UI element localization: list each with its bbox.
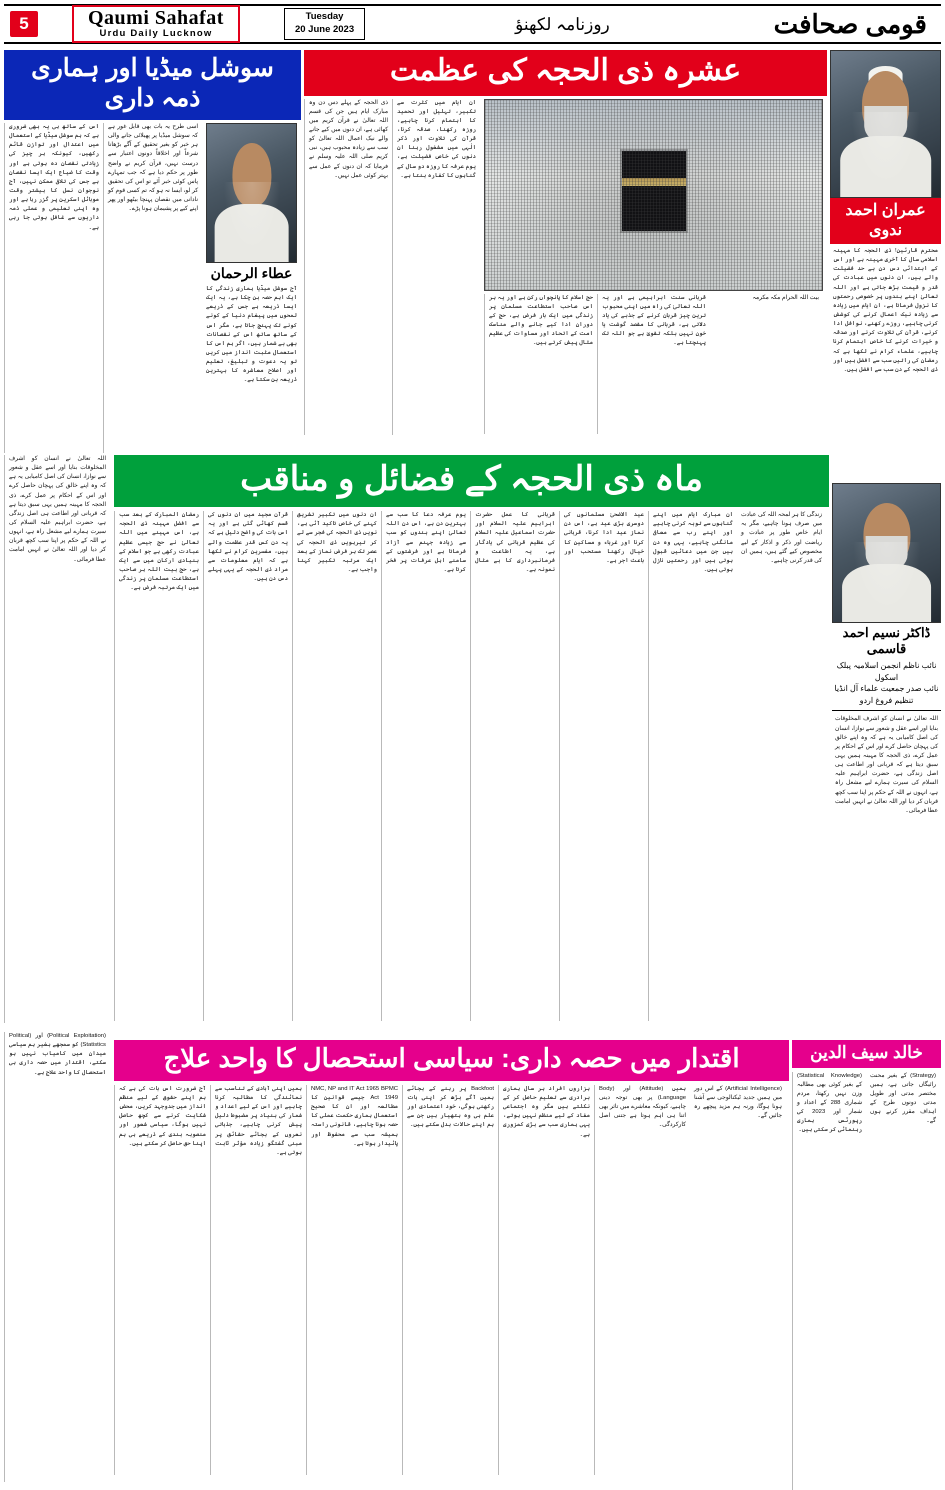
columnist-naseem-sub2: نائب صدر جمعیت علماء آل انڈیا تنظیم فروغ اردو [834, 684, 939, 705]
article-iqtidar-author-block [792, 1040, 941, 1480]
article-iqtidar-col-0: آج ضرورت اس بات کی ہے کہ ہم اپنے حقوق کے لیے منظم انداز میں جدوجہد کریں، محض شکایت کرنے سے کچھ حاصل نہیں ہوگا، سیاسی شعور اور منصوبہ بندی کے ذریعے ہی ہم اپنا حق حاصل کر سکتے ہیں۔ [114, 1085, 210, 1475]
article-fazail-zilhijja [114, 455, 829, 1021]
top-band [4, 50, 941, 448]
columnist-imran-text: محترم قارئین! ذی الحجہ کا مہینہ اسلامی سال کا آخری مہینہ ہے اور اس کے ابتدائی دس دن بے حد فضیلت والے ہیں، ان دنوں میں عبادت کی قدر و قیمت بڑھ جاتی ہے اور اللہ تعالیٰ اپنے بندوں پر خصوصی رحمتوں کا نزول فرماتا ہے، ان ایام میں زیادہ سے زیادہ نیک اعمال کرنے کی کوشش کرنی چاہیے، روزے رکھنے، نوافل ادا کرنے، قرآن کی تلاوت کرنے اور صدقہ و خیرات کرنے کا خاص اہتمام کرنا چاہیے، علماء کرام نے لکھا ہے کہ رمضان کی راتیں سب سے افضل ہیں اور ذی الحجہ کے دن سب سے افضل ہیں۔ [833, 248, 938, 373]
article-fazail-headline: ماہ ذی الحجہ کے فضائل و مناقب [114, 455, 829, 507]
article-iqtidar-col-3: Backfoot پر رہنے کے بجائے ہمیں آگے بڑھ کر اپنی بات رکھنی ہوگی، خود اعتمادی اور علم ہی وہ ہتھیار ہیں جن سے ہم اپنے حالات بدل سکتے ہیں۔ [402, 1085, 498, 1475]
bottom-band [4, 1032, 941, 1484]
columnist-naseem-sub1: نائب ناظم انجمن اسلامیہ پبلک اسکول [836, 661, 937, 682]
article-columnist-imran [830, 50, 941, 448]
article-ashra-headline: عشرہ ذی الحجہ کی عظمت [304, 50, 827, 96]
masthead-urdu-subtitle: روزنامہ لکھنؤ [515, 14, 610, 34]
masthead-date-day: Tuesday [305, 11, 344, 23]
masthead-date-full: 20 June 2023 [294, 24, 355, 35]
article-iqtidar [114, 1040, 789, 1475]
article-social-media-headline: سوشل میڈیا اور ہماری ذمہ داری [4, 50, 301, 120]
article-fazail-col-4: قربانی کا عمل حضرت ابراہیم علیہ السلام اور حضرت اسماعیل علیہ السلام کی عظیم قربانی کی یادگار ہے، یہ اطاعت و فرمانبرداری کا بے مثال نمونہ ہے۔ [470, 511, 559, 1021]
masthead-urdu-title: قومی صحافت [773, 8, 927, 39]
columnist-naseem-text: اللہ تعالیٰ نے انسان کو اشرف المخلوقات بنایا اور اسے عقل و شعور سے نوازا، انسان کی اصل کامیابی یہ ہے کہ وہ اپنے خالق کی پہچان حاصل کرے اور اس کے احکام پر عمل کرے، ذی الحجہ کا مہینہ ہمیں یہی سبق دیتا ہے کہ قربانی اور اطاعت ہی اصل زندگی ہے، حضرت ابراہیم علیہ السلام کی سیرت ہمارے لیے مشعل راہ ہے، انہوں نے اللہ کے حکم پر اپنا سب کچھ قربان کر دیا اور اللہ تعالیٰ نے انہیں امامت عطا فرمائی۔ [835, 716, 938, 814]
columnist-naseem-name: ڈاکٹر نسیم احمد قاسمی [842, 625, 931, 656]
article-iqtidar-col-8: (Strategy) کے بغیر محنت رائیگاں جاتی ہے، ہمیں مختصر مدتی اور طویل مدتی دونوں طرح کے اہداف مقرر کرنے ہوں گے۔ [870, 1072, 936, 1125]
columnist-imran-photo [830, 50, 941, 198]
article-ashra-caption: بیت اللہ الحرام مکہ مکرمہ [752, 294, 819, 301]
article-iqtidar-col-7: (Statistical Knowledge) کے بغیر کوئی بھی مطالبہ وزن نہیں رکھتا، مردم شماری 288 کے اعداد و شمار اور 2023 کی رپورٹس ہماری رہنمائی کر سکتی ہیں۔ [792, 1072, 866, 1490]
article-ashra-col-1: ان ایام میں کثرت سے تکبیر، تہلیل اور تحمید کا اہتمام کرنا چاہیے، روزہ رکھنا، صدقہ کرنا، قرآن کی تلاوت اور ذکر الٰہی میں مشغول رہنا ان دنوں کی خاص فضیلت ہے، یوم عرفہ کا روزہ دو سال کے گناہوں کا کفارہ بنتا ہے۔ [392, 99, 480, 435]
masthead-logo-title: Qaumi Sahafat [88, 7, 224, 30]
article-fazail-col-1: قرآن مجید میں ان دنوں کی قسم کھائی گئی ہے اور یہ اس بات کی واضح دلیل ہے کہ یہ دن کس قدر عظمت والے ہیں، مفسرین کرام نے لکھا ہے کہ ایام معلومات سے مراد ذی الحجہ کے یہی پہلے دس دن ہیں۔ [203, 511, 292, 1021]
article-fazail-col-6: ان مبارک ایام میں اپنے گناہوں سے توبہ کرنی چاہیے اور اپنے رب سے معافی مانگنی چاہیے، یہی وہ دن ہیں جن میں دعائیں قبول ہوتی ہیں اور رحمتیں نازل ہوتی ہیں۔ [648, 511, 737, 1021]
article-iqtidar-col-5: ہمیں (Attitude) اور (Body Language) پر بھی توجہ دینی چاہیے، کیونکہ معاشرے میں تاثر بھی اتنا ہی اہم ہوتا ہے جتنی اصل کارکردگی۔ [594, 1085, 690, 1475]
article-iqtidar-side-col: (Political Exploitation) اور (Political Statistics) کو سمجھے بغیر ہم سیاسی میدان میں کامیاب نہیں ہو سکتے، اقتدار میں حصہ داری ہی استحصال کا واحد علاج ہے۔ [4, 1032, 110, 1482]
article-ashra-col-3: قربانی سنت ابراہیمی ہے اور یہ اللہ تعالیٰ کی راہ میں اپنی محبوب ترین چیز قربان کرنے کے جذبے کی یاد دلاتی ہے، قربانی کا مقصد گوشت یا خون نہیں بلکہ تقویٰ ہے جو اللہ تک پہنچتا ہے۔ [597, 294, 710, 434]
article-ashra-col-0: ذی الحجہ کے پہلے دس دن وہ مبارک ایام ہیں جن کی قسم اللہ تعالیٰ نے قرآن کریم میں کھائی ہے، ان دنوں میں کیے جانے والے نیک اعمال اللہ تعالیٰ کو سب سے زیادہ محبوب ہیں، نبی کریم صلی اللہ علیہ وسلم نے فرمایا کہ ان دنوں کے عمل سے بہتر کوئی عمل نہیں۔ [304, 99, 392, 435]
article-fazail-col-2: ان دنوں میں تکبیر تشریق کہنے کی خاص تاکید آئی ہے، نویں ذی الحجہ کی فجر سے لے کر تیرہویں ذی الحجہ کی عصر تک ہر فرض نماز کے بعد ایک مرتبہ تکبیر کہنا واجب ہے۔ [292, 511, 381, 1021]
page-number: 5 [10, 11, 38, 37]
article-fazail-side-col: اللہ تعالیٰ نے انسان کو اشرف المخلوقات بنایا اور اسے عقل و شعور سے نوازا، انسان کی اصل کامیابی یہ ہے کہ وہ اپنے خالق کی پہچان حاصل کرے اور اس کے احکام پر عمل کرے، ذی الحجہ کا مہینہ ہمیں یہی سبق دیتا ہے کہ قربانی اور اطاعت ہی اصل زندگی ہے، حضرت ابراہیم علیہ السلام کی سیرت ہمارے لیے مشعل راہ ہے، انہوں نے اللہ کے حکم پر اپنا سب کچھ قربان کر دیا اور اللہ تعالیٰ نے انہیں امامت عطا فرمائی۔ [4, 455, 110, 1023]
masthead [4, 4, 941, 44]
article-fazail-col-5: عید الاضحیٰ مسلمانوں کی دوسری بڑی عید ہے، اس دن نماز عید ادا کرنا، قربانی کرنا اور غرباء و مساکین کا خیال رکھنا مستحب اور باعث اجر ہے۔ [559, 511, 648, 1021]
article-social-media-col-1: اسی طرح یہ بات بھی قابل غور ہے کہ سوشل میڈیا پر پھیلائی جانے والی ہر خبر کو بغیر تحقیق کے آگے بڑھانا شرعاً اور اخلاقاً دونوں اعتبار سے درست نہیں، قرآن کریم نے واضح طور پر حکم دیا ہے کہ جب تمہارے پاس کوئی خبر آئے تو اس کی تحقیق کر لو، ایسا نہ ہو کہ تم کسی قوم کو نادانی میں نقصان پہنچا بیٹھو اور پھر اپنے کیے پر پشیمان ہونا پڑے۔ [103, 123, 202, 453]
article-fazail-col-7: زندگی کا ہر لمحہ اللہ کی عبادت میں صرف ہونا چاہیے، مگر یہ ایام خاص طور پر عبادت و ریاضت اور ذکر و اذکار کے لیے مخصوص کیے گئے ہیں، ہمیں ان کی قدر کرنی چاہیے۔ [741, 512, 822, 564]
article-iqtidar-col-1: ہمیں اپنی آبادی کے تناسب سے نمائندگی کا مطالبہ کرنا چاہیے اور اس کے لیے اعداد و شمار کی بنیاد پر مضبوط دلیل پیش کرنی چاہیے، جذباتی نعروں کے بجائے حقائق پر مبنی گفتگو زیادہ مؤثر ثابت ہوتی ہے۔ [210, 1085, 306, 1475]
masthead-date [284, 8, 365, 40]
article-iqtidar-col-2: NMC, NP and IT Act 1965 BPMC Act 1949 جیسے قوانین کا مطالعہ اور ان کا صحیح استعمال ہماری حکمت عملی کا حصہ ہونا چاہیے، قانونی راستہ ہمیشہ سب سے محفوظ اور پائیدار ہوتا ہے۔ [306, 1085, 402, 1475]
article-ashra-kaaba-photo [484, 99, 823, 291]
article-social-media-author: عطاء الرحمان [210, 265, 293, 281]
article-fazail-col-3: یوم عرفہ دعا کا سب سے بہترین دن ہے، اس دن اللہ تعالیٰ اپنے بندوں کو سب سے زیادہ جہنم سے آزاد فرماتا ہے اور فرشتوں کے سامنے اہل عرفات پر فخر کرتا ہے۔ [381, 511, 470, 1021]
article-social-media-col-0: اس کے ساتھ ہی یہ بھی ضروری ہے کہ ہم سوشل میڈیا کے استعمال میں اعتدال اور توازن قائم رکھیں، کیونکہ ہر چیز کی زیادتی نقصان دہ ہوتی ہے اور وقت کا ضیاع ایک ایسا نقصان ہے جس کی تلافی ممکن نہیں، آج نوجوان نسل کا بیشتر وقت موبائل اسکرین پر گزر رہا ہے اور وہ اپنی تعلیمی و عملی ذمہ داریوں سے غافل ہوتی جا رہی ہے۔ [4, 123, 103, 453]
columnist-khalid-name: خالد سیف الدین [792, 1040, 941, 1068]
article-ashra-col-2: حج اسلام کا پانچواں رکن ہے اور یہ ہر اس صاحب استطاعت مسلمان پر زندگی میں ایک بار فرض ہے، حج کے دوران ادا کیے جانے والے مناسک امت کے اتحاد اور مساوات کی عظیم مثال پیش کرتے ہیں۔ [484, 294, 597, 434]
article-fazail-col-0: رمضان المبارک کے بعد سب سے افضل مہینہ ذی الحجہ ہے، اس مہینے میں اللہ تعالیٰ نے حج جیسی عظیم عبادت رکھی ہے جو اسلام کے بنیادی ارکان میں سے ایک ہے، حج بیت اللہ ہر صاحب استطاعت مسلمان پر زندگی میں ایک مرتبہ فرض ہے۔ [114, 511, 203, 1021]
article-social-media-col-2: آج سوشل میڈیا ہماری زندگی کا ایک اہم حصہ بن چکا ہے، یہ ایک ایسا ذریعہ ہے جس کے ذریعے لمحوں میں پیغام دنیا کے کونے کونے تک پہنچ جاتا ہے، مگر اس کے ساتھ ساتھ اس کے نقصانات بھی بے شمار ہیں، اگر ہم اس کا استعمال مثبت انداز میں کریں تو یہ دعوت و تبلیغ، تعلیم اور اصلاح معاشرہ کا بہترین ذریعہ بن سکتا ہے۔ [206, 286, 297, 384]
article-fazail-author-block [832, 483, 941, 1023]
article-iqtidar-headline: اقتدار میں حصہ داری: سیاسی استحصال کا واحد علاج [114, 1040, 789, 1081]
columnist-imran-name: عمران احمد ندوی [830, 198, 941, 244]
article-iqtidar-col-4: ہزاروں افراد ہر سال ہماری برادری سے تعلیم حاصل کر کے نکلتے ہیں مگر وہ اجتماعی مفاد کے لیے منظم نہیں ہوتے، یہی ہماری سب سے بڑی کمزوری ہے۔ [498, 1085, 594, 1475]
masthead-logo [72, 5, 240, 43]
article-iqtidar-col-6: (Artificial Intelligence) کے اس دور میں ہمیں جدید ٹیکنالوجی سے آشنا ہونا ہوگا، ورنہ ہم مزید پیچھے رہ جائیں گے۔ [694, 1085, 782, 1120]
columnist-naseem-photo [832, 483, 941, 623]
article-ashra-zilhijja [304, 50, 827, 448]
middle-band [4, 455, 941, 1025]
masthead-logo-subtitle: Urdu Daily Lucknow [99, 28, 213, 40]
article-social-media-photo [206, 123, 297, 263]
article-social-media [4, 50, 301, 448]
